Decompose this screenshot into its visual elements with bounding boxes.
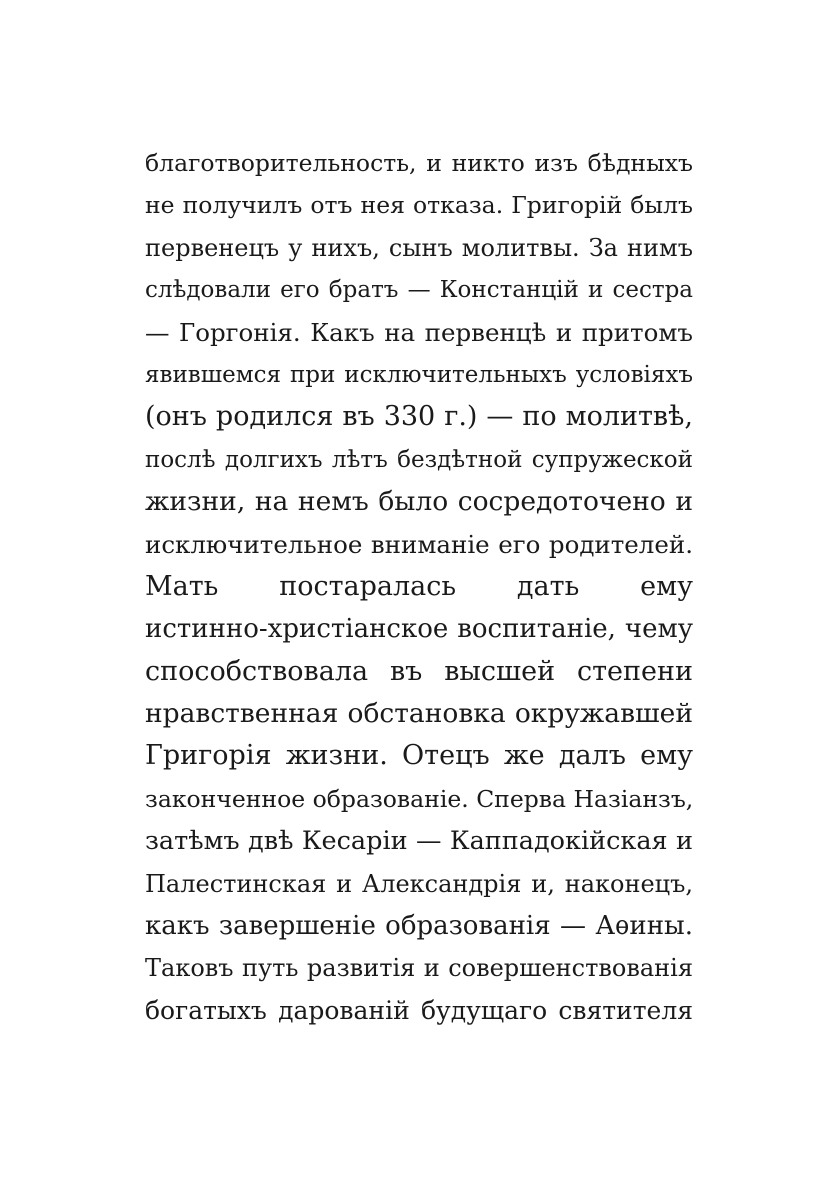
page-body-text <box>145 142 693 1032</box>
text-line: не получилъ отъ нея отказа. Григорій былъ <box>145 191 693 220</box>
text-line: богатыхъ дарованій будущаго святителя <box>145 995 693 1025</box>
text-line: какъ завершеніе образованія — Аѳины. <box>145 911 693 942</box>
text-line: (онъ родился въ 330 г.) — по молитвѣ, <box>145 401 693 433</box>
text-line: Палестинская и Александрія и, наконецъ, <box>145 869 693 898</box>
text-line: способствовала въ высшей степени <box>145 655 693 687</box>
text-line: законченное образованіе. Сперва Назіанзъ, <box>145 784 693 813</box>
text-line: Мать постаралась дать ему <box>145 570 693 602</box>
text-line: истинно-христіанское воспитаніе, чему <box>145 614 693 645</box>
text-line: Григорія жизни. Отецъ же далъ ему <box>145 740 693 772</box>
text-line: явившемся при исключительныхъ условіяхъ <box>145 361 693 388</box>
text-line: благотворительность, и никто изъ бѣдныхъ <box>145 149 693 177</box>
text-line: слѣдовали его братъ — Констанцій и сестра <box>145 277 693 304</box>
text-line: Таковъ путь развитія и совершенствованія <box>145 954 693 983</box>
text-line: — Горгонія. Какъ на первенцѣ и притомъ <box>145 317 693 347</box>
text-line: затѣмъ двѣ Кесаріи — Каппадокійская и <box>145 826 693 857</box>
text-line: первенецъ у нихъ, сынъ молитвы. За нимъ <box>145 233 693 262</box>
text-line: послѣ долгихъ лѣтъ бездѣтной супружеской <box>145 446 693 473</box>
text-line: жизни, на немъ было сосредоточено и <box>145 486 693 518</box>
text-line: исключительное вниманіе его родителей. <box>145 529 693 559</box>
text-line: нравственная обстановка окружавшей <box>145 698 693 730</box>
